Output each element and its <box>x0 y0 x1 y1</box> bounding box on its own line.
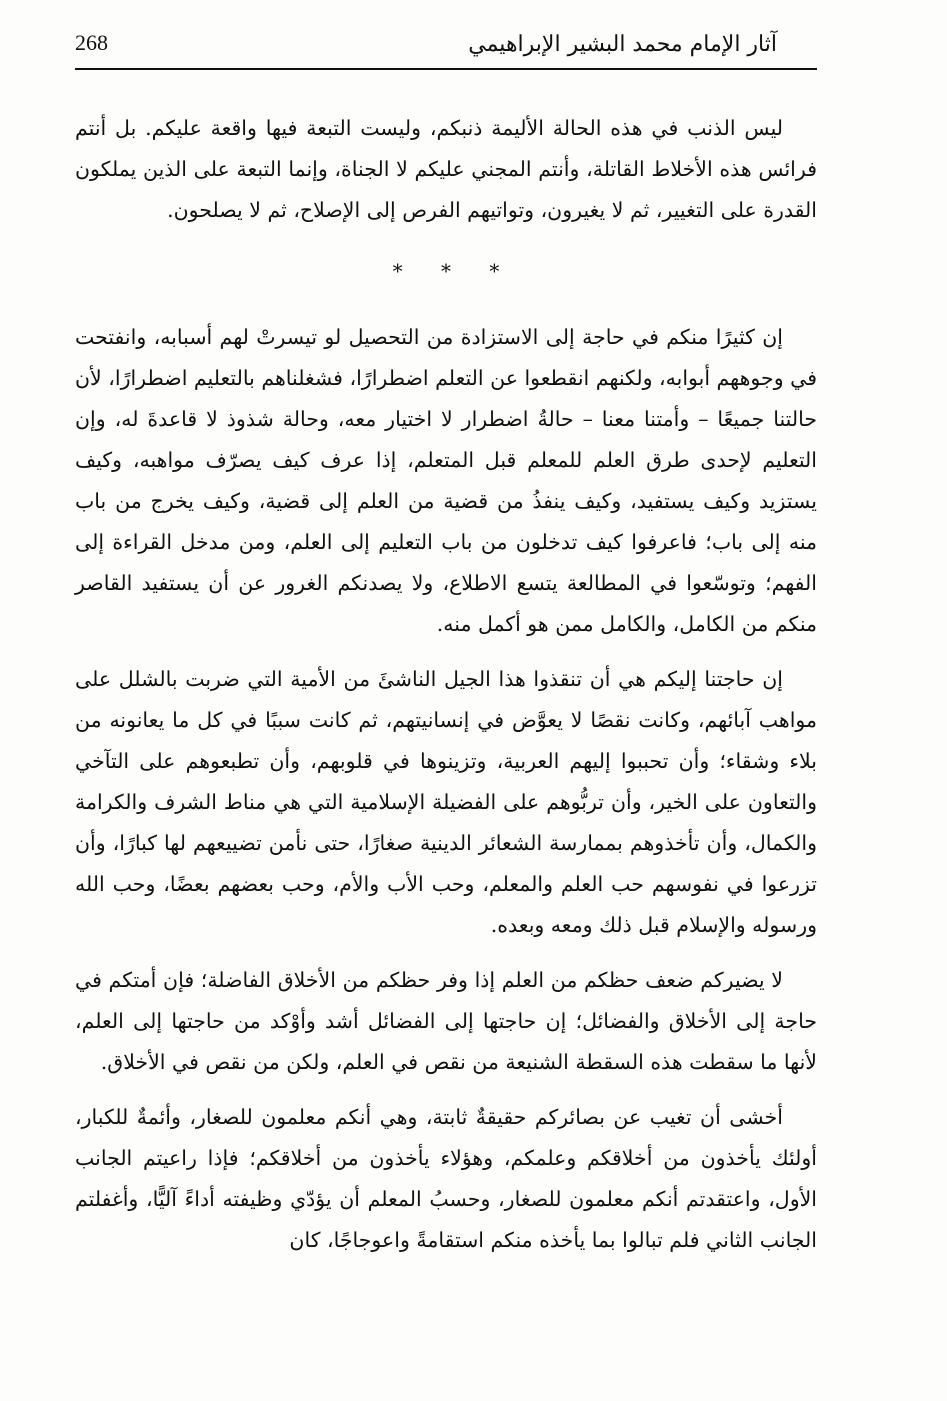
section-separator: * * * <box>392 259 516 283</box>
page-number: 268 <box>75 30 108 55</box>
paragraph-5: أخشى أن تغيب عن بصائركم حقيقةٌ ثابتة، وهي أنكم معلمون للصغار، وأئمةٌ للكبار، أولئك يأخذون من أخلاقكم وعلمكم، وهؤلاء يأخذون من أخلاقكم؛ فإذا راعيتم الجانب الأول، واعتقدتم أنكم معلمون للصغار، وحسبُ المعلم أن يؤدّي وظيفته أداءً آليًّا، وأغفلتم الجانب الثاني فلم تبالوا بما يأخذه منكم استقامةً واعوجاجًا، كان <box>75 1105 817 1252</box>
paragraph-4: لا يضيركم ضعف حظكم من العلم إذا وفر حظكم من الأخلاق الفاضلة؛ فإن أمتكم في حاجة إلى الأخلاق والفضائل؛ إن حاجتها إلى الفضائل أشد وأوْكد من حاجتها إلى العلم، لأنها ما سقطت هذه السقطة الشنيعة من نقص في العلم، ولكن من نقص في الأخلاق. <box>75 968 817 1074</box>
paragraph-1: ليس الذنب في هذه الحالة الأليمة ذنبكم، وليست التبعة فيها واقعة عليكم. بل أنتم فرائس هذه الأخلاط القاتلة، وأنتم المجني عليكم لا الجناة، وإنما التبعة على الذين يملكون القدرة على التغيير، ثم لا يغيرون، وتواتيهم الفرص إلى الإصلاح، ثم لا يصلحون. <box>75 116 817 222</box>
page-header <box>75 28 817 70</box>
running-title: آثار الإمام محمد البشير الإبراهيمي <box>468 32 777 57</box>
paragraph-3: إن حاجتنا إليكم هي أن تنقذوا هذا الجيل الناشئَ من الأمية التي ضربت بالشلل على مواهب آبائهم، وكانت نقصًا لا يعوَّض في إنسانيتهم، ثم كانت سببًا في كل ما يعانونه من بلاء وشقاء؛ وأن تحببوا إليهم العربية، وتزينوها في قلوبهم، وأن تطبعوهم على التآخي والتعاون على الخير، وأن تربُّوهم على الفضيلة الإسلامية التي هي مناط الشرف والكرامة والكمال، وأن تأخذوهم بممارسة الشعائر الدينية صغارًا، حتى نأمن تضييعهم لها كبارًا، وأن تزرعوا في نفوسهم حب العلم والمعلم، وحب الأب والأم، وحب بعضهم بعضًا، وحب الله ورسوله والإسلام قبل ذلك ومعه وبعده. <box>75 667 817 937</box>
page-body <box>75 108 817 1261</box>
paragraph-2: إن كثيرًا منكم في حاجة إلى الاستزادة من التحصيل لو تيسرتْ لهم أسبابه، وانفتحت في وجوههم أبوابه، ولكنهم انقطعوا عن التعلم اضطرارًا، فشغلناهم بالتعليم اضطرارًا، لأن حالتنا جميعًا – وأمتنا معنا – حالةُ اضطرار لا اختيار معه، وحالة شذوذ لا قاعدةَ له، وإن التعليم لإحدى طرق العلم للمعلم قبل المتعلم، إذا عرف كيف يصرّف مواهبه، وكيف يستزيد وكيف يستفيد، وكيف ينفذُ من قضية من العلم إلى قضية، وكيف يخرج من باب منه إلى باب؛ فاعرفوا كيف تدخلون من باب التعليم إلى العلم، ومن مدخل القراءة إلى الفهم؛ وتوسّعوا في المطالعة يتسع الاطلاع، ولا يصدنكم الغرور عن أن يستفيد القاصر منكم من الكامل، والكامل ممن هو أكمل منه. <box>75 325 817 636</box>
